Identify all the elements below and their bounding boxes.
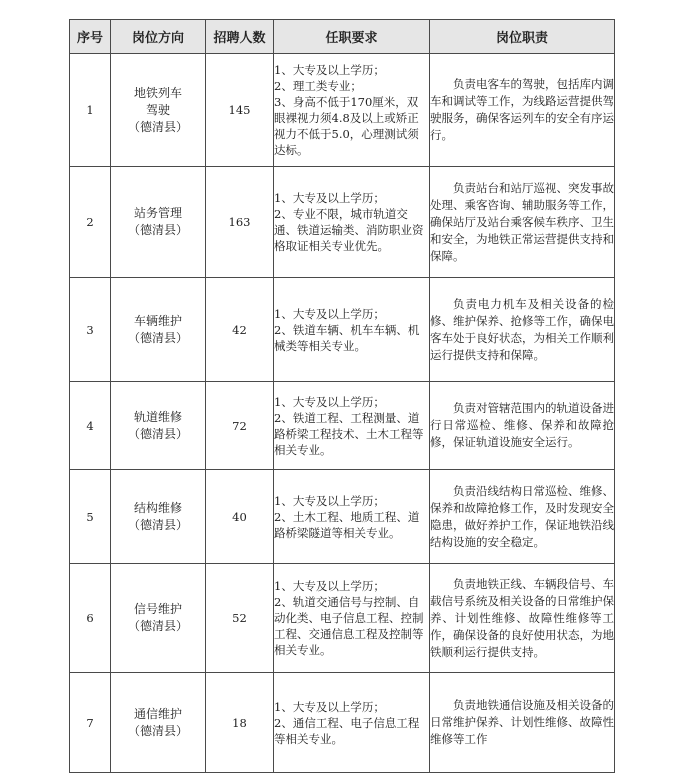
row-requirements [274,382,430,470]
row-requirements [274,470,430,564]
table-row [70,470,615,564]
requirement-line: 2、铁道车辆、机车车辆、机械类等相关专业。 [274,322,420,353]
duty-text: 负责地铁通信设施及相关设备的日常维护保养、计划性维修、故障性维修等工作 [430,698,614,746]
header-count: 招聘人数 [206,20,274,54]
row-position [111,673,206,773]
row-requirements [274,167,430,278]
table-row [70,564,615,673]
row-requirements [274,673,430,773]
row-count: 163 [206,167,274,278]
requirement-line: 1、大专及以上学历； [274,306,385,321]
header-no: 序号 [70,20,111,54]
row-count: 40 [206,470,274,564]
row-count: 18 [206,673,274,773]
requirement-line: 2、通信工程、电子信息工程等相关专业。 [274,715,420,746]
requirement-line: 1、大专及以上学历； [274,699,385,714]
header-position: 岗位方向 [111,20,206,54]
row-duties [430,382,615,470]
row-requirements [274,564,430,673]
row-requirements [274,54,430,167]
row-count: 145 [206,54,274,167]
position-line: 站务管理 [133,206,182,220]
row-duties [430,564,615,673]
row-duties [430,673,615,773]
position-line: （德清县） [127,119,188,134]
duty-text: 负责沿线结构日常巡检、维修、保养和故障抢修工作，及时发现安全隐患，做好养护工作，保证地铁沿线结构设施的安全稳定。 [430,483,614,549]
table-header-row [70,20,615,54]
row-count: 52 [206,564,274,673]
duty-text: 负责电力机车及相关设备的检修、维护保养、抢修等工作，确保电客车处于良好状态，为相关工作顺利运行提供支持和保障。 [430,296,614,362]
requirement-line: 2、铁道工程、工程测量、道路桥梁工程技术、土木工程等相关专业。 [274,410,424,457]
row-count: 72 [206,382,274,470]
position-line: 结构维修 [133,500,182,515]
table-row [70,673,615,773]
recruitment-table [69,19,615,773]
requirement-line: 1、大专及以上学历； [274,191,385,205]
position-line: （德清县） [127,223,188,237]
row-no: 4 [70,382,111,470]
requirement-line: 1、大专及以上学历； [274,579,385,593]
header-requirements: 任职要求 [274,20,430,54]
position-line: （德清县） [127,723,188,738]
requirement-line: 3、身高不低于170厘米，双眼裸视力须4.8及以上或矫正视力不低于5.0，心理测试须达标。 [274,95,419,157]
position-line: （德清县） [127,330,188,345]
row-duties [430,54,615,167]
row-requirements [274,278,430,382]
position-line: 信号维护 [133,602,182,616]
row-no: 2 [70,167,111,278]
position-line: （德清县） [127,426,188,441]
requirement-line: 2、土木工程、地质工程、道路桥梁隧道等相关专业。 [274,509,420,540]
duty-text: 负责站台和站厅巡视、突发事故处理、乘客咨询、辅助服务等工作，确保站厅及站台乘客候车秩序、卫生和安全，为地铁正常运营提供支持和保障。 [430,180,614,263]
row-position [111,564,206,673]
row-position [111,382,206,470]
table-row [70,382,615,470]
table-row [70,278,615,382]
requirement-line: 1、大专及以上学历； [274,493,385,508]
row-position [111,470,206,564]
header-duties: 岗位职责 [430,20,615,54]
requirement-line: 2、专业不限，城市轨道交通、铁道运输类、消防职业资格取证相关专业优先。 [274,207,424,253]
row-position [111,278,206,382]
row-no: 3 [70,278,111,382]
duty-text: 负责电客车的驾驶，包括库内调车和调试等工作，为线路运营提供驾驶服务，确保客运列车的安全有序运行。 [430,77,614,142]
position-line: 轨道维修 [133,409,182,424]
table-row [70,54,615,167]
duty-text: 负责对管辖范围内的轨道设备进行日常巡检、维修、保养和故障抢修，保证轨道设施安全运行。 [430,401,614,449]
row-duties [430,470,615,564]
position-line: （德清县） [127,517,188,532]
requirement-line: 1、大专及以上学历； [274,63,385,77]
requirement-line: 2、理工类专业； [274,79,362,93]
row-no: 5 [70,470,111,564]
position-line: 车辆维护 [133,313,182,328]
requirement-line: 2、轨道交通信号与控制、自动化类、电子信息工程、控制工程、交通信息工程及控制等相关专业。 [274,595,424,657]
position-line: 驾驶 [145,102,170,117]
row-count: 42 [206,278,274,382]
row-position [111,54,206,167]
duty-text: 负责地铁正线、车辆段信号、车载信号系统及相关设备的日常维护保养、计划性维修、故障性维修等工作，确保设备的良好使用状态，为地铁顺利运行提供支持。 [430,576,614,659]
row-no: 6 [70,564,111,673]
position-line: （德清县） [127,619,188,633]
position-line: 通信维护 [133,706,182,721]
table-row [70,167,615,278]
row-duties [430,278,615,382]
row-position [111,167,206,278]
requirement-line: 1、大专及以上学历； [274,394,385,409]
row-duties [430,167,615,278]
row-no: 1 [70,54,111,167]
row-no: 7 [70,673,111,773]
position-line: 地铁列车 [133,85,182,100]
